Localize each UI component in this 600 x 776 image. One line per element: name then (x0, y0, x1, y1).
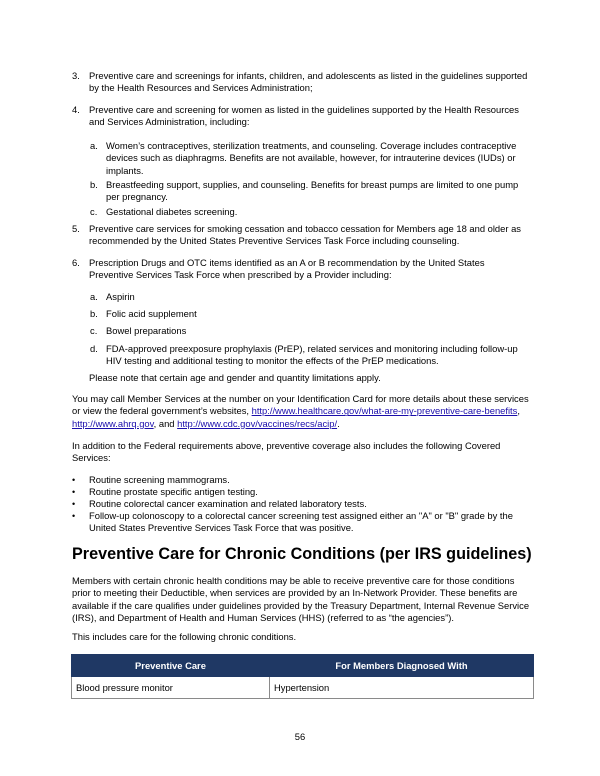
bullet-dot-icon: • (72, 511, 76, 521)
sub-list-text: FDA-approved preexposure prophylaxis (PrEP), related services and monitoring including follow-up HIV testing and additional testing to monitor the effects of the PrEP medications. (106, 343, 518, 367)
bullet-text: Follow-up colonoscopy to a colorectal cancer screening test assigned either an "A" or "B" grade by the United States Preventive Services Task Force that was positive. (89, 510, 513, 534)
list-text: Preventive care and screening for women as listed in the guidelines supported by the Health Resources and Services Administration, including: (89, 104, 519, 128)
healthcare-gov-link[interactable]: http://www.healthcare.gov/what-are-my-preventive-care-benefits (251, 405, 518, 417)
table-cell: Blood pressure monitor (72, 677, 270, 699)
link-separator: , (517, 405, 520, 417)
list-number: 4. (72, 104, 80, 115)
ahrq-gov-link[interactable]: http://www.ahrq.gov (72, 417, 154, 429)
section-heading: Preventive Care for Chronic Conditions (per IRS guidelines) (72, 545, 532, 563)
list-text: Prescription Drugs and OTC items identified as an A or B recommendation by the United States Preventive Services Task Force when prescribed by a Provider including: (89, 257, 485, 281)
contact-intro: You may call Member Services at the number on your Identification Card for more details about these services or view the federal government’s websites, (72, 393, 529, 417)
bullet-text: Routine colorectal cancer examination and related laboratory tests. (89, 498, 367, 509)
bullet-text: Routine prostate specific antigen testing. (89, 486, 258, 497)
bullet-dot-icon: • (72, 475, 76, 485)
link-separator: , and (153, 417, 178, 429)
bullet-dot-icon: • (72, 499, 76, 509)
sub-list-letter: b. (90, 179, 98, 190)
table-row (72, 677, 534, 699)
sub-list-letter: c. (90, 206, 98, 217)
sub-list-letter: c. (90, 325, 98, 336)
sub-list-text: Gestational diabetes screening. (106, 206, 238, 217)
list-number: 3. (72, 70, 80, 81)
chronic-conditions-table (71, 654, 534, 699)
sub-list-text: Bowel preparations (106, 325, 187, 336)
bullet-dot-icon: • (72, 487, 76, 497)
sub-list-letter: a. (90, 140, 98, 151)
sub-list-text: Breastfeeding support, supplies, and counseling. Benefits for breast pumps are limited to one pump per pregnancy. (106, 179, 519, 203)
sub-list-letter: a. (90, 291, 98, 302)
page-number: 56 (294, 731, 306, 742)
list-text: Preventive care and screenings for infants, children, and adolescents as listed in the guidelines supported by the Health Resources and Services Administration; (89, 70, 528, 94)
chronic-conditions-paragraph: Members with certain chronic health conditions may be able to receive preventive care for those conditions prior to meeting their Deductible, when services are provided by an In-Network Provider. These benefits are available if the care qualifies under guidelines provided by the Treasury Department, Internal Revenue Service (IRS), and Department of Health and Human Services (HHS) (referred to as “the agencies”). (72, 575, 530, 624)
limitation-note: Please note that certain age and gender and quantity limitations apply. (89, 372, 381, 383)
federal-intro: In addition to the Federal requirements above, preventive coverage also includes the following Covered Services: (72, 440, 501, 464)
sub-list-letter: b. (90, 308, 98, 319)
contact-paragraph (72, 393, 534, 430)
cdc-gov-link[interactable]: http://www.cdc.gov/vaccines/recs/acip/ (177, 417, 338, 429)
table-intro: This includes care for the following chronic conditions. (72, 631, 297, 642)
sub-list-text: Folic acid supplement (106, 308, 197, 319)
sub-list-text: Women’s contraceptives, sterilization treatments, and counseling. Coverage includes contraceptive devices such as diaphragms. Benefits are not available, however, for intrauterine devices (IUDs) or implants. (106, 140, 517, 176)
sub-list-text: Aspirin (106, 291, 135, 302)
bullet-text: Routine screening mammograms. (89, 474, 230, 485)
sentence-end: . (337, 417, 340, 429)
sub-list-letter: d. (90, 343, 98, 354)
list-number: 6. (72, 257, 80, 268)
table-cell: Hypertension (270, 677, 534, 699)
list-text: Preventive care services for smoking cessation and tobacco cessation for Members age 18 and older as recommended by the United States Preventive Services Task Force including counseling. (89, 223, 521, 247)
list-number: 5. (72, 223, 80, 234)
column-header: Preventive Care (72, 655, 270, 677)
column-header: For Members Diagnosed With (270, 655, 534, 677)
table-header-row (72, 655, 534, 677)
